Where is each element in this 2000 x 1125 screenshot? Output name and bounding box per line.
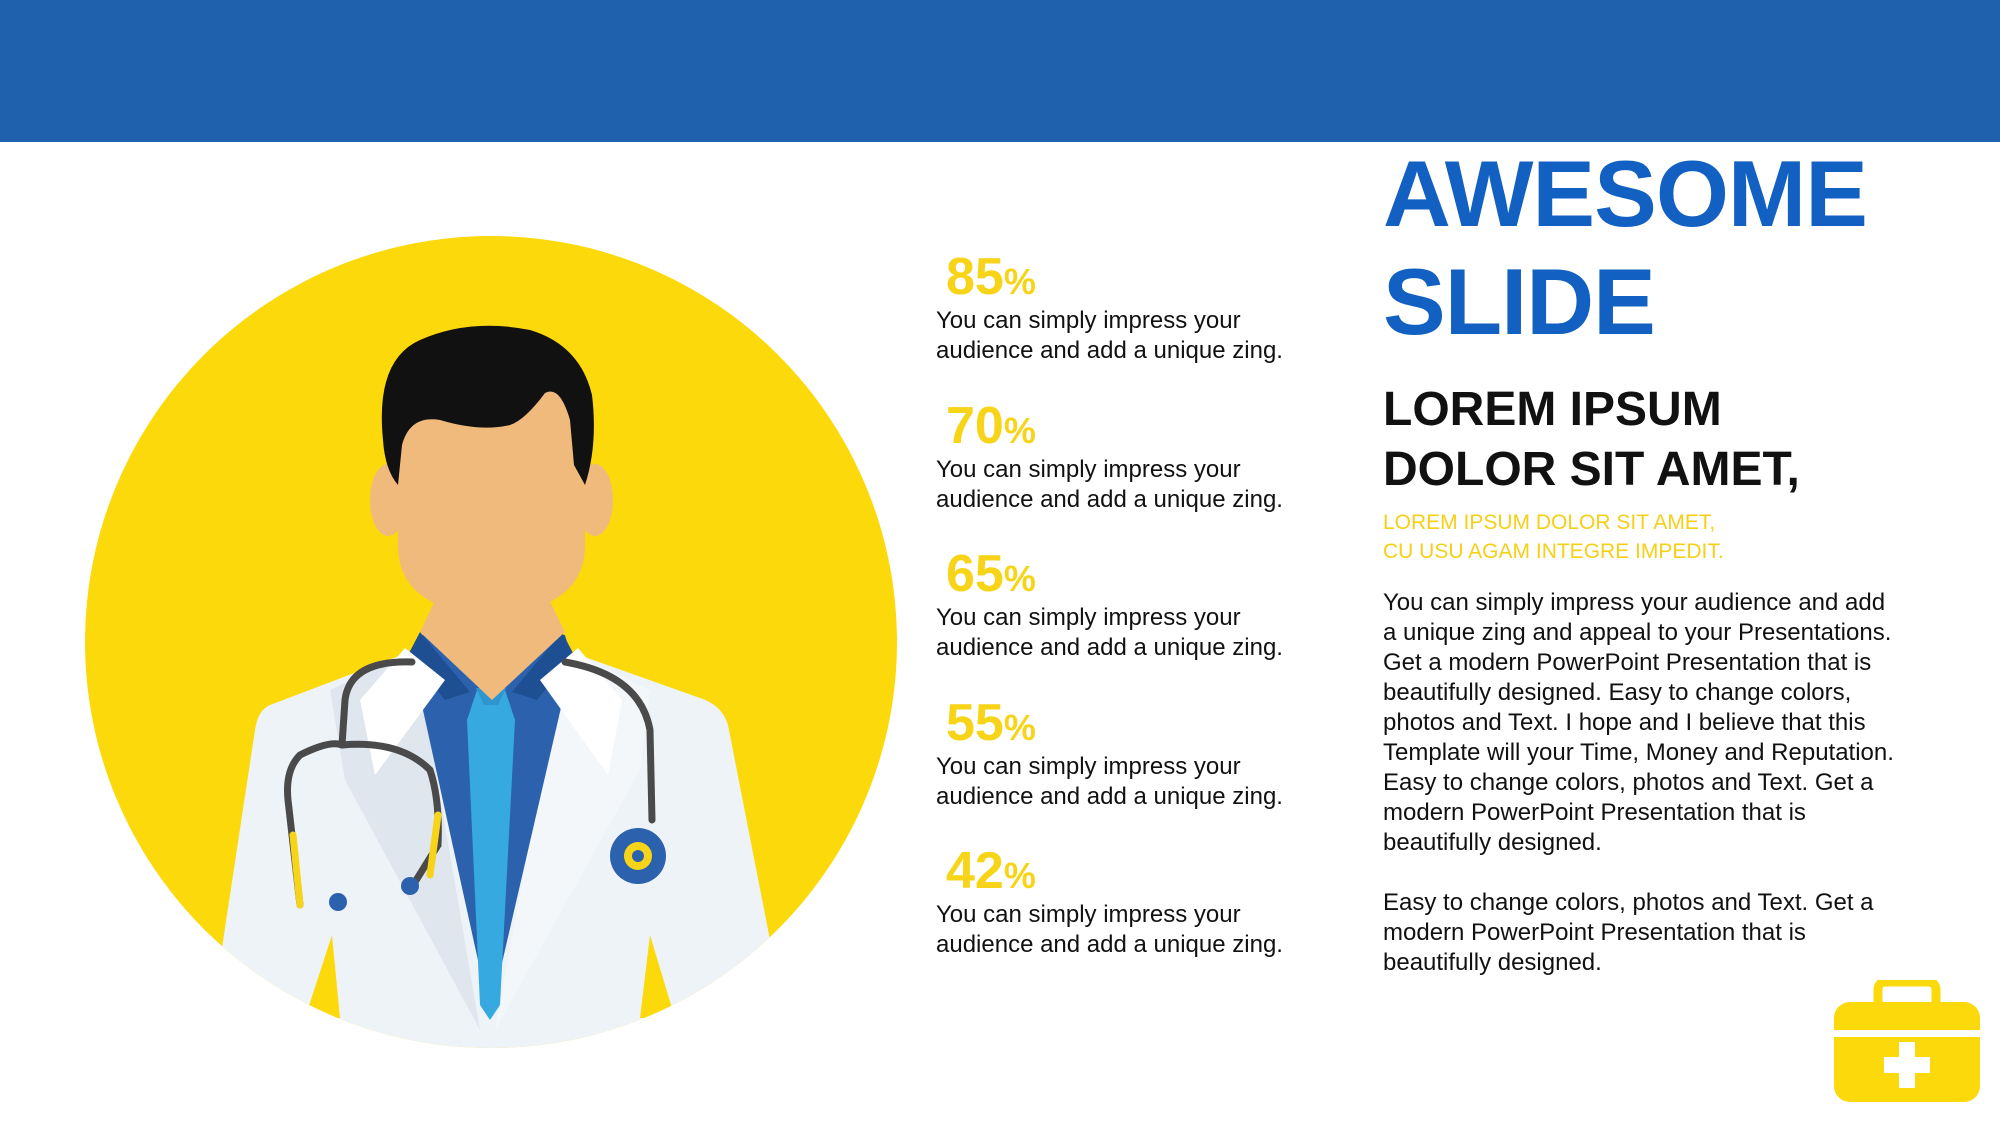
stat-item — [936, 694, 1356, 812]
stat-description-line: You can simply impress your — [936, 456, 1241, 483]
body-paragraph: You can simply impress your audience and add a unique zing and appeal to your Presentations. Get a modern PowerPoint Presentation that is beautifully designed. Easy to change colors, photos and Text. I hope and I believe that this Template will your Time, Money and Reputation. Easy to change colors, photos and Text. Get a modern PowerPoint Presentation that is beautifully designed. — [1383, 589, 1894, 856]
stat-item — [936, 545, 1356, 663]
stat-description-line: You can simply impress your — [936, 604, 1241, 631]
slide-subtitle — [1383, 380, 1903, 500]
stat-value: 55% — [946, 694, 1036, 752]
stat-item — [936, 842, 1356, 960]
slide-title — [1383, 140, 1903, 356]
stat-value: 42% — [946, 842, 1036, 900]
stat-item — [936, 248, 1356, 366]
first-aid-kit-icon — [1834, 980, 1980, 1102]
stat-value: 65% — [946, 545, 1036, 603]
stat-description-line: audience and add a unique zing. — [936, 486, 1283, 513]
stat-item — [936, 397, 1356, 515]
body-paragraph: Easy to change colors, photos and Text. Get a modern PowerPoint Presentation that is beautifully designed. — [1383, 889, 1874, 976]
tagline-line: CU USU AGAM INTEGRE IMPEDIT. — [1383, 540, 1724, 563]
tagline-line: LOREM IPSUM DOLOR SIT AMET, — [1383, 511, 1716, 534]
slide-title-line: AWESOME — [1383, 141, 1867, 246]
content-column — [1383, 140, 1903, 978]
stat-description-line: audience and add a unique zing. — [936, 634, 1283, 661]
tagline — [1383, 508, 1903, 566]
stat-value: 70% — [946, 397, 1036, 455]
stat-description-line: You can simply impress your — [936, 307, 1241, 334]
stat-description-line: You can simply impress your — [936, 753, 1241, 780]
slide-subtitle-line: DOLOR SIT AMET, — [1383, 443, 1800, 496]
stat-description-line: audience and add a unique zing. — [936, 783, 1283, 810]
stat-description-line: audience and add a unique zing. — [936, 337, 1283, 364]
slide-subtitle-line: LOREM IPSUM — [1383, 383, 1722, 436]
stat-value: 85% — [946, 248, 1036, 306]
stat-description-line: You can simply impress your — [936, 901, 1241, 928]
slide-title-line: SLIDE — [1383, 249, 1655, 354]
stat-description-line: audience and add a unique zing. — [936, 931, 1283, 958]
